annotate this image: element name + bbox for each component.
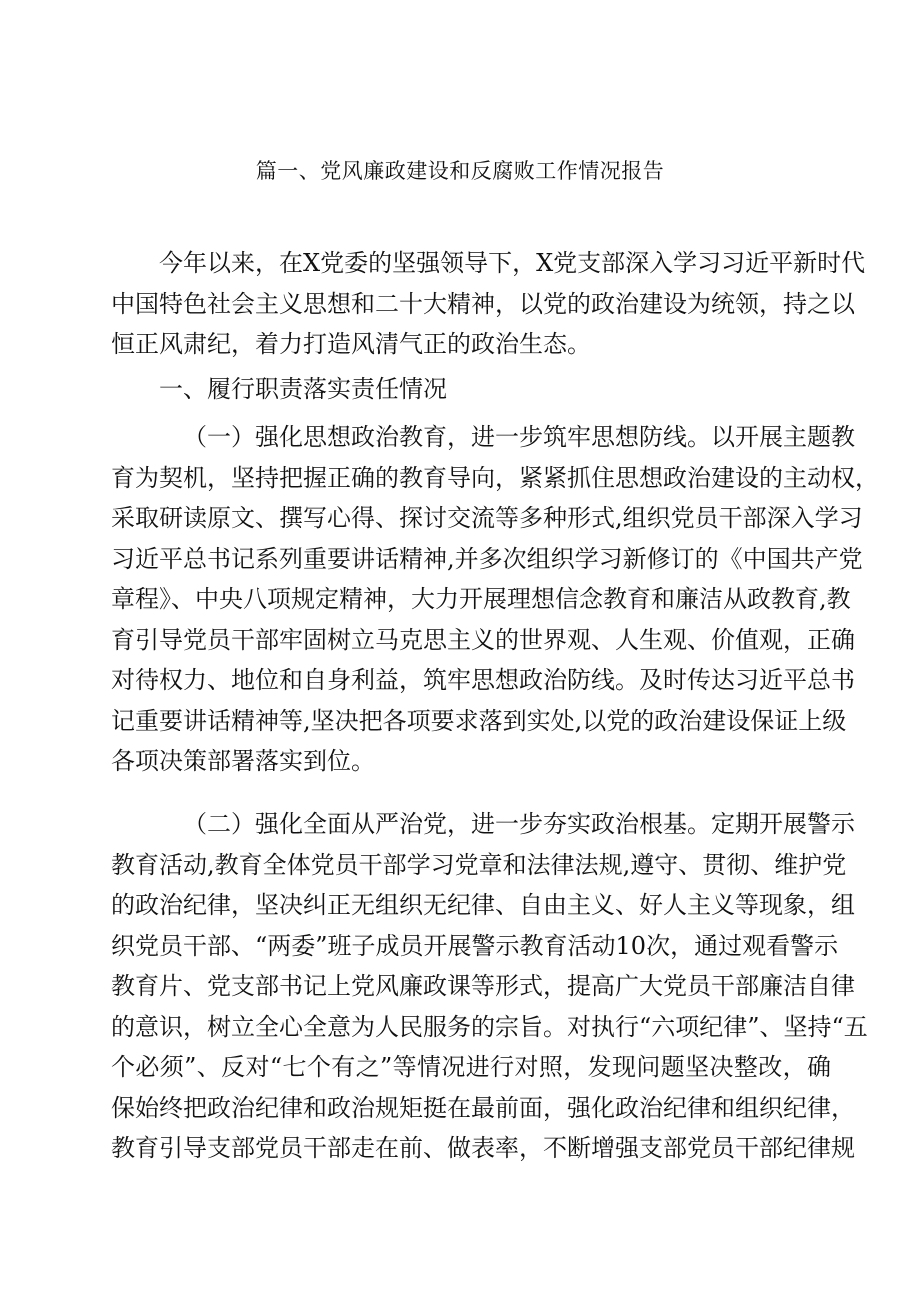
paragraph-line: （二）强化全面从严治党，进一步夯实政治根基。定期开展警示: [183, 810, 855, 838]
paragraph-line: 采取研读原文、撰写心得、探讨交流等多种形式,组织党员干部深入学习: [111, 504, 863, 532]
section1-paragraph-2: [111, 804, 868, 1169]
intro-line: 中国特色社会主义思想和二十大精神，以党的政治建设为统领，持之以: [111, 289, 855, 318]
paragraph-line: 习近平总书记系列重要讲话精神,并多次组织学习新修订的《中国共产党: [111, 544, 863, 573]
section-heading: [111, 369, 831, 410]
paragraph-line: 各项决策部署落实到位。: [111, 747, 375, 775]
paragraph-line: 保始终把政治纪律和政治规矩挺在最前面，强化政治纪律和组织纪律，: [111, 1093, 855, 1122]
paragraph-line: 个必须”、反对“七个有之”等情况进行对照，发现问题坚决整改，确: [111, 1053, 831, 1081]
section-heading-text: 一、履行职责落实责任情况: [159, 375, 447, 403]
intro-line: 恒正风肃纪，着力打造风清气正的政治生态。: [111, 330, 591, 358]
paragraph-line: 育为契机，坚持把握正确的教育导向，紧紧抓住思想政治建设的主动权，: [111, 463, 879, 492]
intro-paragraph: [111, 243, 866, 365]
paragraph-line: 的政治纪律，坚决纠正无组织无纪律、自由主义、好人主义等现象，组: [111, 891, 855, 919]
paragraph-line: 的意识，树立全心全意为人民服务的宗旨。对执行“六项纪律”、坚持“五: [111, 1012, 868, 1041]
paragraph-line: 章程》、中央八项规定精神，大力开展理想信念教育和廉洁从政教育,教: [111, 585, 851, 613]
paragraph-line: 织党员干部、“两委”班子成员开展警示教育活动10次，通过观看警示: [111, 931, 839, 960]
paragraph-line: 教育活动,教育全体党员干部学习党章和法律法规,遵守、贯彻、维护党: [111, 850, 847, 879]
paragraph-line: 对待权力、地位和自身利益，筑牢思想政治防线。及时传达习近平总书: [111, 666, 855, 694]
paragraph-line: 育引导党员干部牢固树立马克思主义的世界观、人生观、价值观，正确: [111, 625, 855, 654]
paragraph-line: 教育引导支部党员干部走在前、做表率，不断增强支部党员干部纪律规: [111, 1134, 855, 1162]
intro-line: 今年以来，在X党委的坚强领导下，X党支部深入学习习近平新时代: [159, 249, 866, 277]
section1-paragraph-1: [111, 417, 879, 782]
paragraph-line: 教育片、党支部书记上党风廉政课等形式，提高广大党员干部廉洁自律: [111, 972, 855, 1000]
paragraph-line: （一）强化思想政治教育，进一步筑牢思想防线。以开展主题教: [183, 423, 855, 451]
document-title: 篇一、党风廉政建设和反腐败工作情况报告: [255, 159, 665, 183]
paragraph-line: 记重要讲话精神等,坚决把各项要求落到实处,以党的政治建设保证上级: [111, 706, 847, 735]
